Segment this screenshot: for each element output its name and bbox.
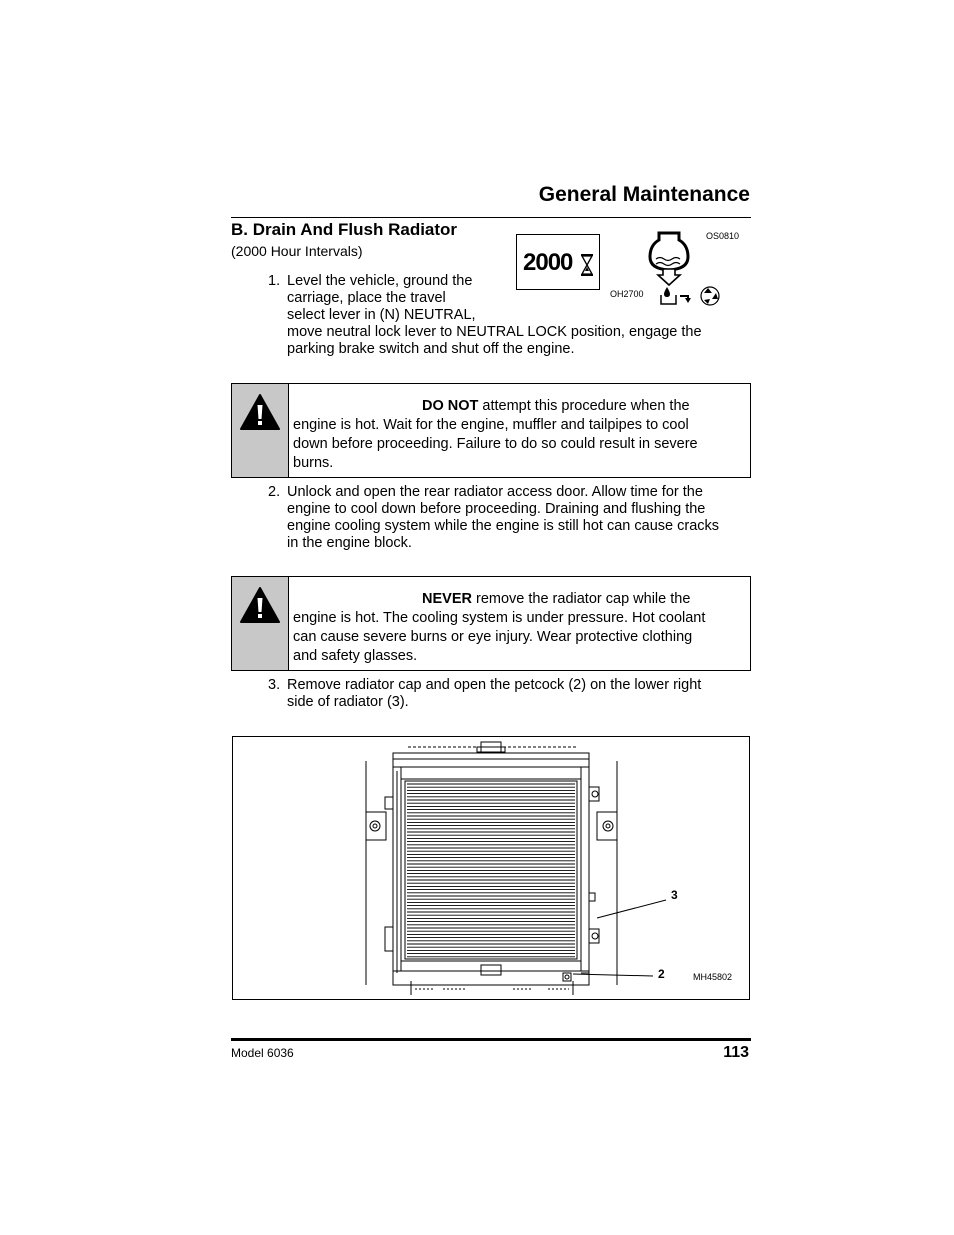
step-1-text: [287, 273, 702, 358]
callout-2: 2: [658, 967, 665, 981]
warning-box: [231, 383, 751, 478]
warning-line: engine is hot. Wait for the engine, muffler and tailpipes to cool: [293, 417, 689, 433]
step-line: side of radiator (3).: [287, 694, 409, 710]
step-line: Unlock and open the rear radiator access door. Allow time for the: [287, 484, 703, 500]
warning-line: engine is hot. The cooling system is under pressure. Hot coolant: [293, 610, 706, 626]
step-number: 3.: [268, 677, 281, 693]
warning-text: [293, 397, 732, 473]
step-line: Level the vehicle, ground the: [287, 273, 473, 289]
step-line: select lever in (N) NEUTRAL,: [287, 307, 476, 323]
step-line: in the engine block.: [287, 535, 412, 551]
page-title: General Maintenance: [538, 183, 750, 206]
step-line: engine cooling system while the engine is still hot can cause cracks: [287, 518, 720, 534]
warning-emphasis: NEVER: [422, 591, 472, 607]
warning-emphasis: DO NOT: [422, 398, 479, 414]
radiator-figure: [232, 736, 750, 1000]
code-os: OS0810: [706, 231, 740, 241]
code-oh: OH2700: [610, 289, 644, 299]
warning-line: and safety glasses.: [293, 648, 418, 664]
warning-line: down before proceeding. Failure to do so could result in severe: [293, 436, 698, 452]
interval-hours: 2000: [523, 249, 573, 276]
step-line: carriage, place the travel: [287, 290, 446, 306]
warning-line: can cause severe burns or eye injury. Wear protective clothing: [293, 629, 693, 645]
step-line: move neutral lock lever to NEUTRAL LOCK position, engage the: [287, 324, 702, 340]
figure-code: MH45802: [693, 972, 733, 982]
step-line: engine to cool down before proceeding. Draining and flushing the: [287, 501, 706, 517]
radiator-fins: [407, 784, 575, 957]
warning-line: attempt this procedure when the: [478, 398, 690, 414]
warning-box: [231, 576, 751, 671]
footer-divider: [231, 1038, 751, 1041]
footer-model: Model 6036: [231, 1046, 294, 1060]
step-3-text: [287, 677, 701, 711]
section-subtitle: (2000 Hour Intervals): [231, 243, 363, 259]
radiator-illustration: [233, 737, 749, 999]
warning-triangle-icon: [239, 586, 281, 624]
section-title: B. Drain And Flush Radiator: [231, 220, 458, 239]
warning-sidebar: [232, 577, 289, 670]
warning-sidebar: [232, 384, 289, 477]
header-divider: [231, 217, 751, 218]
step-number: 2.: [268, 484, 281, 500]
step-2-text: [287, 484, 719, 552]
warning-triangle-icon: [239, 393, 281, 431]
callout-3: 3: [671, 888, 678, 902]
page-number: 113: [723, 1044, 749, 1061]
step-line: Remove radiator cap and open the petcock (2) on the lower right: [287, 677, 702, 693]
warning-line: burns.: [293, 455, 334, 471]
warning-line: remove the radiator cap while the: [471, 591, 691, 607]
step-line: parking brake switch and shut off the engine.: [287, 341, 575, 357]
warning-text: [293, 590, 732, 666]
step-number: 1.: [268, 273, 281, 289]
